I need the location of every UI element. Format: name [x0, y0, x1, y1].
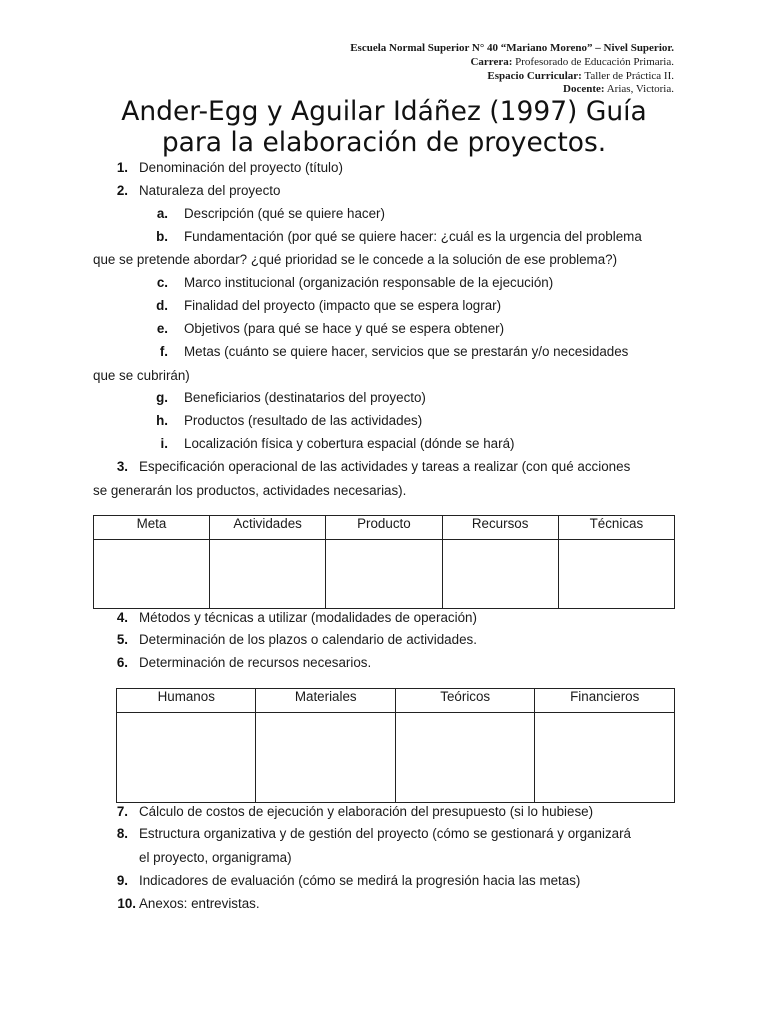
subitem-letter: a. [156, 206, 168, 221]
list-item-text: Descripción (qué se quiere hacer) [184, 206, 385, 221]
table-header-tecnicas: Técnicas [558, 516, 674, 540]
table-header-actividades: Actividades [209, 516, 325, 540]
subitem-letter: g. [156, 390, 168, 405]
resources-table [116, 688, 675, 803]
subitem-letter: b. [156, 229, 168, 244]
list-item-text: Cálculo de costos de ejecución y elaboración del presupuesto (si lo hubiese) [139, 804, 594, 819]
table-cell[interactable] [326, 540, 442, 609]
subject-line: Espacio Curricular: Taller de Práctica II. [487, 69, 674, 82]
list-item-text: Localización física y cobertura espacial (dónde se hará) [184, 436, 515, 451]
table-header-row [117, 689, 675, 713]
subitem-letter: d. [156, 298, 168, 313]
list-item-text: Marco institucional (organización responsable de la ejecución) [184, 275, 554, 290]
table-header-recursos: Recursos [442, 516, 558, 540]
list-item-text: Objetivos (para qué se hace y qué se espera obtener) [184, 321, 505, 336]
subitem-letter: h. [156, 413, 168, 428]
subitem-letter: e. [156, 321, 168, 336]
subitem-letter: c. [156, 275, 168, 290]
item-number: 5. [116, 632, 128, 647]
table-header-humanos: Humanos [117, 689, 256, 713]
list-item-text: Finalidad del proyecto (impacto que se espera lograr) [184, 298, 502, 313]
table-cell[interactable] [535, 713, 675, 803]
item-number: 10. [117, 896, 136, 911]
list-item-text: Metas (cuánto se quiere hacer, servicios que se prestarán y/o necesidades [184, 344, 629, 359]
table-cell[interactable] [395, 713, 534, 803]
table-header-materiales: Materiales [256, 689, 396, 713]
item-number: 4. [116, 610, 128, 625]
title-line-1: Ander-Egg y Aguilar Idáñez (1997) Guía [121, 96, 647, 127]
teacher-line: Docente: Arias, Victoria. [563, 83, 674, 96]
item-number: 9. [116, 873, 128, 888]
list-item-continuation: que se cubrirán) [93, 368, 190, 383]
table-cell[interactable] [558, 540, 674, 609]
item-number: 2. [116, 183, 128, 198]
list-item-text: Anexos: entrevistas. [139, 896, 260, 911]
item-number: 8. [116, 826, 128, 841]
list-item-text: Estructura organizativa y de gestión del proyecto (cómo se gestionará y organizará [139, 826, 631, 841]
table-cell[interactable] [94, 540, 210, 609]
list-item-text: Métodos y técnicas a utilizar (modalidades de operación) [139, 610, 477, 625]
list-item-text: Determinación de los plazos o calendario de actividades. [139, 632, 477, 647]
table-header-meta: Meta [94, 516, 210, 540]
table-row [117, 713, 675, 803]
career-line: Carrera: Profesorado de Educación Primaria. [470, 55, 674, 68]
table-header-teoricos: Teóricos [395, 689, 534, 713]
item-number: 7. [116, 804, 128, 819]
list-item-text: Especificación operacional de las actividades y tareas a realizar (con qué acciones [139, 459, 631, 474]
item-number: 1. [116, 160, 128, 175]
item-number: 3. [116, 459, 128, 474]
title-line-2: para la elaboración de proyectos. [161, 127, 607, 158]
list-item-text: Beneficiarios (destinatarios del proyecto) [184, 390, 426, 405]
list-item-text: Determinación de recursos necesarios. [139, 655, 372, 670]
subitem-letter: f. [159, 344, 168, 359]
list-item-continuation: se generarán los productos, actividades necesarias). [93, 483, 407, 498]
table-header-producto: Producto [326, 516, 442, 540]
table-header-financieros: Financieros [535, 689, 675, 713]
list-item-text: Indicadores de evaluación (cómo se medirá la progresión hacia las metas) [139, 873, 581, 888]
table-cell[interactable] [256, 713, 396, 803]
table-cell[interactable] [209, 540, 325, 609]
table-cell[interactable] [117, 713, 256, 803]
item-number: 6. [116, 655, 128, 670]
table-cell[interactable] [442, 540, 558, 609]
list-item-continuation: que se pretende abordar? ¿qué prioridad se le concede a la solución de ese problema?) [93, 252, 618, 267]
list-item-text: Naturaleza del proyecto [139, 183, 281, 198]
school-line: Escuela Normal Superior N° 40 “Mariano Moreno” – Nivel Superior. [350, 42, 674, 54]
list-item-continuation: el proyecto, organigrama) [139, 850, 292, 865]
document-title [60, 96, 708, 158]
list-item-text: Denominación del proyecto (título) [139, 160, 343, 175]
table-header-row [94, 516, 675, 540]
document-header [350, 42, 674, 97]
subitem-letter: i. [160, 436, 168, 451]
table-row [94, 540, 675, 609]
activities-table [93, 515, 675, 609]
list-item-text: Productos (resultado de las actividades) [184, 413, 423, 428]
list-item-text: Fundamentación (por qué se quiere hacer: ¿cuál es la urgencia del problema [184, 229, 642, 244]
